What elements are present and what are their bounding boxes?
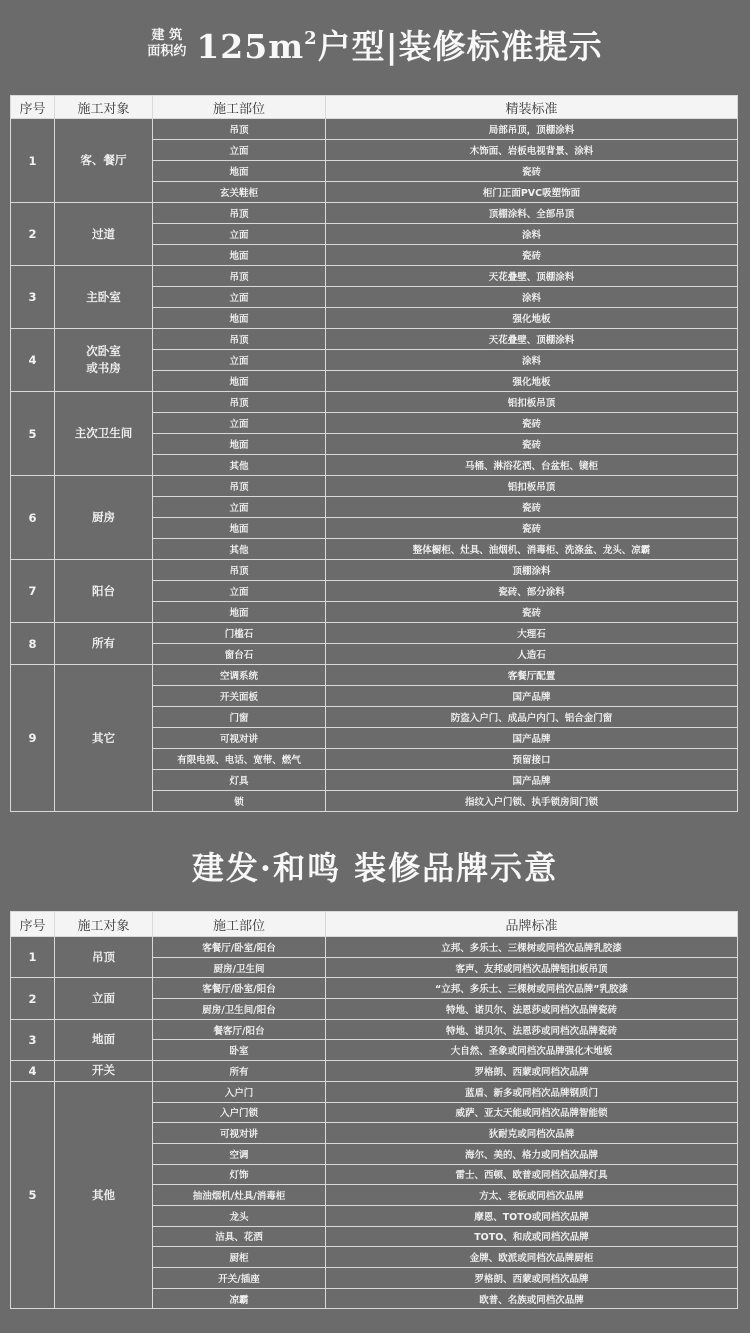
standard-value: 局部吊顶，顶棚涂料: [326, 119, 738, 140]
row-number: 5: [11, 1081, 55, 1309]
standard-value: 瓷砖: [326, 497, 738, 518]
brand-section-title: 建发·和鸣 装修品牌示意: [191, 849, 559, 887]
row-number: 1: [11, 119, 55, 203]
standard-value: 指纹入户门锁、执手锁房间门锁: [326, 791, 738, 812]
standard-value: 罗格朗、西蒙或同档次品牌: [326, 1268, 738, 1289]
construction-part: 玄关鞋柜: [153, 182, 326, 203]
table-row: [11, 978, 738, 999]
row-number: 2: [11, 978, 55, 1019]
standard-value: 瓷砖: [326, 161, 738, 182]
object-label: 客、餐厅: [80, 153, 127, 167]
row-number: 3: [11, 1019, 55, 1060]
standard-value: 强化地板: [326, 371, 738, 392]
construction-part: 空调: [153, 1143, 326, 1164]
construction-part: 灯具: [153, 770, 326, 791]
construction-part: 吊顶: [153, 392, 326, 413]
construction-part: 可视对讲: [153, 1123, 326, 1144]
standard-value: 木饰面、岩板电视背景、涂料: [326, 140, 738, 161]
construction-part: 窗台石: [153, 644, 326, 665]
construction-part: 入户门锁: [153, 1102, 326, 1123]
object-label: 其它: [92, 730, 115, 745]
standard-value: 铝扣板吊顶: [326, 392, 738, 413]
construction-object: [55, 665, 153, 812]
construction-part: 所有: [153, 1061, 326, 1082]
standard-value: 瓷砖、部分涂料: [326, 581, 738, 602]
header-no: 序号: [11, 912, 55, 937]
construction-object: [55, 266, 153, 329]
construction-part: 厨柜: [153, 1247, 326, 1268]
standard-value: 客餐厅配置: [326, 665, 738, 686]
standard-value: 瓷砖: [326, 518, 738, 539]
title-area: 125m: [196, 26, 305, 66]
construction-object: [55, 623, 153, 665]
standard-value: 人造石: [326, 644, 738, 665]
table-row: [11, 665, 738, 686]
standard-value: 立邦、多乐士、三棵树或同档次品牌乳胶漆: [326, 937, 738, 958]
object-label: 过道: [92, 226, 115, 241]
object-label: 所有: [92, 636, 115, 650]
construction-object: [55, 203, 153, 266]
table-row: [11, 1061, 738, 1082]
row-number: 9: [11, 665, 55, 812]
title-main: [196, 21, 602, 68]
construction-object: [55, 560, 153, 623]
row-number: 8: [11, 623, 55, 665]
table-row: [11, 203, 738, 224]
table-body: [11, 937, 738, 1309]
header-part: 施工部位: [153, 912, 326, 937]
brand-standard-table: [10, 911, 738, 1309]
construction-part: 吊顶: [153, 119, 326, 140]
standard-value: 大理石: [326, 623, 738, 644]
standard-value: 整体橱柜、灶具、油烟机、消毒柜、洗涤盆、龙头、凉霸: [326, 539, 738, 560]
construction-part: 其他: [153, 539, 326, 560]
object-label: 地面: [92, 1032, 115, 1047]
construction-part: 洁具、花洒: [153, 1226, 326, 1247]
construction-part: 入户门: [153, 1081, 326, 1102]
construction-part: 开关/插座: [153, 1268, 326, 1289]
standard-value: 欧普、名族或同档次品牌: [326, 1288, 738, 1309]
standard-value: 柜门正面PVC吸塑饰面: [326, 182, 738, 203]
construction-part: 门窗: [153, 707, 326, 728]
page-title: [0, 14, 750, 74]
construction-part: 有限电视、电话、宽带、燃气: [153, 749, 326, 770]
construction-part: 地面: [153, 161, 326, 182]
standard-value: 威萨、亚太天能或同档次品牌智能锁: [326, 1102, 738, 1123]
standard-value: 特地、诺贝尔、法恩莎或同档次品牌瓷砖: [326, 999, 738, 1020]
header-brand: 品牌标准: [326, 912, 738, 937]
table-row: [11, 1081, 738, 1102]
construction-part: 立面: [153, 140, 326, 161]
standard-value: 国产品牌: [326, 686, 738, 707]
object-label: 厨房: [92, 510, 115, 524]
standard-value: 方太、老板或同档次品牌: [326, 1185, 738, 1206]
standard-value: 特地、诺贝尔、法恩莎或同档次品牌瓷砖: [326, 1019, 738, 1040]
standard-value: 马桶、淋浴花洒、台盆柜、镜柜: [326, 455, 738, 476]
table-row: [11, 476, 738, 497]
row-number: 4: [11, 1061, 55, 1082]
construction-part: 凉霸: [153, 1288, 326, 1309]
title-area-note: [147, 28, 186, 60]
construction-part: 其他: [153, 455, 326, 476]
construction-part: 厨房/卫生间: [153, 957, 326, 978]
standard-value: 瓷砖: [326, 434, 738, 455]
header-object: 施工对象: [55, 912, 153, 937]
construction-part: 地面: [153, 245, 326, 266]
construction-part: 空调系统: [153, 665, 326, 686]
construction-part: 可视对讲: [153, 728, 326, 749]
construction-part: 吊顶: [153, 329, 326, 350]
decoration-standard-table: [10, 95, 738, 812]
construction-part: 地面: [153, 518, 326, 539]
standard-value: 罗格朗、西蒙或同档次品牌: [326, 1061, 738, 1082]
construction-part: 立面: [153, 581, 326, 602]
object-label: 主次卫生间: [74, 426, 133, 440]
row-number: 1: [11, 937, 55, 978]
row-number: 6: [11, 476, 55, 560]
standard-value: 大自然、圣象或同档次品牌强化木地板: [326, 1040, 738, 1061]
object-label: 吊顶: [92, 949, 115, 964]
construction-object: [55, 978, 153, 1019]
construction-part: 龙头: [153, 1205, 326, 1226]
construction-object: [55, 1081, 153, 1309]
standard-value: 蓝盾、新多或同档次品牌钢质门: [326, 1081, 738, 1102]
object-label: 次卧室: [86, 344, 121, 358]
standard-value: 国产品牌: [326, 770, 738, 791]
construction-part: 立面: [153, 350, 326, 371]
standard-value: “立邦、多乐士、三棵树或同档次品牌”乳胶漆: [326, 978, 738, 999]
standard-value: 摩恩、TOTO或同档次品牌: [326, 1205, 738, 1226]
row-number: 7: [11, 560, 55, 623]
construction-part: 立面: [153, 413, 326, 434]
table-row: [11, 623, 738, 644]
construction-part: 立面: [153, 224, 326, 245]
construction-object: [55, 476, 153, 560]
standard-value: 预留接口: [326, 749, 738, 770]
title-small-line-2: 面积约: [147, 44, 187, 59]
standard-value: TOTO、和成或同档次品牌: [326, 1226, 738, 1247]
construction-part: 地面: [153, 602, 326, 623]
object-label: 开关: [92, 1063, 115, 1078]
standard-value: 海尔、美的、格力或同档次品牌: [326, 1143, 738, 1164]
construction-part: 抽油烟机/灶具/消毒柜: [153, 1185, 326, 1206]
construction-part: 立面: [153, 497, 326, 518]
object-label: 阳台: [92, 583, 115, 598]
construction-part: 地面: [153, 434, 326, 455]
construction-object: [55, 329, 153, 392]
construction-object: [55, 1019, 153, 1060]
table-row: [11, 392, 738, 413]
construction-part: 开关面板: [153, 686, 326, 707]
header-standard: 精装标准: [326, 96, 738, 119]
table-row: [11, 119, 738, 140]
standard-value: 强化地板: [326, 308, 738, 329]
construction-part: 厨房/卫生间/阳台: [153, 999, 326, 1020]
construction-part: 地面: [153, 308, 326, 329]
standard-value: 狄耐克或同档次品牌: [326, 1123, 738, 1144]
header-no: 序号: [11, 96, 55, 119]
standard-value: 防盗入户门、成品户内门、铝合金门窗: [326, 707, 738, 728]
construction-part: 地面: [153, 371, 326, 392]
row-number: 3: [11, 266, 55, 329]
row-number: 4: [11, 329, 55, 392]
standard-value: 涂料: [326, 287, 738, 308]
construction-part: 吊顶: [153, 560, 326, 581]
construction-part: 灯饰: [153, 1164, 326, 1185]
construction-part: 吊顶: [153, 266, 326, 287]
construction-part: 吊顶: [153, 476, 326, 497]
standard-value: 瓷砖: [326, 602, 738, 623]
standard-value: 涂料: [326, 350, 738, 371]
construction-part: 立面: [153, 287, 326, 308]
construction-object: [55, 119, 153, 203]
object-label: 其他: [92, 1187, 115, 1202]
header-part: 施工部位: [153, 96, 326, 119]
standard-value: 金牌、欧派或同档次品牌厨柜: [326, 1247, 738, 1268]
table-header: [11, 96, 738, 119]
standard-value: 天花叠壁、顶棚涂料: [326, 266, 738, 287]
standard-value: 顶棚涂料: [326, 560, 738, 581]
table-body: [11, 119, 738, 812]
table-row: [11, 329, 738, 350]
construction-part: 门槛石: [153, 623, 326, 644]
standard-value: 瓷砖: [326, 245, 738, 266]
header-object: 施工对象: [55, 96, 153, 119]
row-number: 5: [11, 392, 55, 476]
construction-object: [55, 937, 153, 978]
object-label: 主卧室: [86, 289, 121, 304]
title-area-sup: 2: [304, 27, 318, 49]
construction-part: 餐客厅/阳台: [153, 1019, 326, 1040]
table-row: [11, 560, 738, 581]
construction-object: [55, 392, 153, 476]
table-row: [11, 1019, 738, 1040]
title-small-line-1: 建 筑: [151, 28, 183, 43]
standard-value: 天花叠壁、顶棚涂料: [326, 329, 738, 350]
construction-part: 锁: [153, 791, 326, 812]
construction-part: 客餐厅/卧室/阳台: [153, 978, 326, 999]
object-label: 立面: [92, 991, 115, 1006]
table-header: [11, 912, 738, 937]
object-label-line-2: 或书房: [86, 361, 121, 375]
table-row: [11, 266, 738, 287]
title-rest: 户型|装修标准提示: [317, 26, 603, 66]
standard-value: 雷士、西顿、欧普或同档次品牌灯具: [326, 1164, 738, 1185]
standard-value: 瓷砖: [326, 413, 738, 434]
standard-value: 国产品牌: [326, 728, 738, 749]
construction-part: 卧室: [153, 1040, 326, 1061]
table-row: [11, 937, 738, 958]
standard-value: 涂料: [326, 224, 738, 245]
row-number: 2: [11, 203, 55, 266]
construction-object: [55, 1061, 153, 1082]
standard-value: 铝扣板吊顶: [326, 476, 738, 497]
standard-value: 顶棚涂料、全部吊顶: [326, 203, 738, 224]
construction-part: 吊顶: [153, 203, 326, 224]
standard-value: 客声、友邦或同档次品牌铝扣板吊顶: [326, 957, 738, 978]
construction-part: 客餐厅/卧室/阳台: [153, 937, 326, 958]
